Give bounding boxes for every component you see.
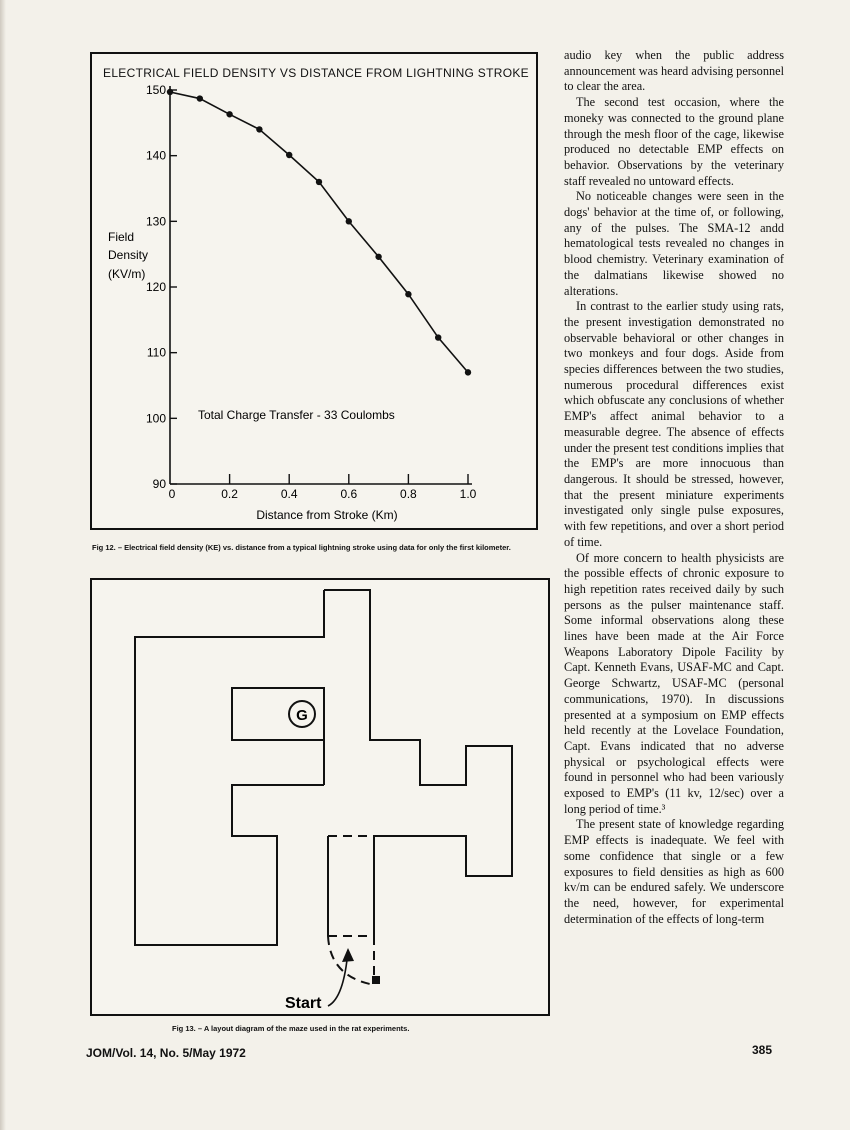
- field-density-chart: [92, 54, 536, 528]
- x-tick-label: 0.4: [280, 487, 298, 501]
- y-tick-label: 100: [145, 411, 166, 426]
- data-point: [465, 369, 471, 375]
- paragraph-6: The present state of knowledge regarding EMP effects is inadequate. We feel with some confidence that single or a few exposures to field densities as high as 600 kv/m can be endured safely. We underscore the need, however, for experimental determination of the effects of long-term: [564, 817, 784, 926]
- x-tick-label: 0.6: [340, 487, 358, 501]
- data-point: [197, 95, 203, 101]
- maze-wall-left-inner: [232, 688, 324, 785]
- x-axis-label: Distance from Stroke (Km): [256, 508, 398, 522]
- data-point: [316, 179, 322, 185]
- paragraph-1: audio key when the public address announcement was heard advising personnel to clear the area.: [564, 48, 784, 94]
- y-tick-label: 90: [152, 477, 166, 491]
- data-point: [375, 254, 381, 260]
- data-point: [405, 291, 411, 297]
- paragraph-4: In contrast to the earlier study using rats, the present investigation demonstrated no observable behavioral or other changes in two monkeys and four dogs. Aside from species differences between the two studies, numerous procedural differences exist which obfuscate any conclusions of whether EMP's affect animal behavior to a measurable degree. The absence of effects under the present test conditions implies that the EMP's are more innocuous than dangerous. It should be stressed, however, that the present miniature experiments investigated only single pulse exposures, with few repetitions, and over a short period of time.: [564, 299, 784, 549]
- y-axis-label-line-1: Field: [108, 230, 135, 244]
- x-tick-label: 1.0: [459, 487, 477, 501]
- y-axis-label-line-2: Density: [108, 248, 149, 262]
- y-tick-label: 120: [145, 280, 166, 294]
- y-tick-label: 110: [146, 345, 166, 360]
- maze-wall-upper: [324, 590, 512, 876]
- y-tick-label: 140: [145, 148, 166, 163]
- data-point: [256, 126, 262, 132]
- goal-label: G: [296, 707, 308, 724]
- data-point: [435, 334, 441, 340]
- x-tick-label: 0: [168, 487, 176, 501]
- y-axis-label-line-3: (KV/m): [108, 267, 146, 281]
- x-tick-label: 0.2: [221, 487, 238, 501]
- maze-wall-left-outer: [135, 590, 324, 945]
- chart-annotation: Total Charge Transfer - 33 Coulombs: [198, 408, 395, 422]
- paragraph-3: No noticeable changes were seen in the dogs' behavior at the time of, or following, any of the pulses. The SMA-12 andd hematological tests revealed no changes in blood chemistry. Veterinary examination of the dalmatians likewise showed no alterations.: [564, 189, 784, 298]
- series-line: [170, 92, 468, 372]
- body-text-column: [564, 48, 784, 927]
- y-tick-label: 150: [145, 83, 166, 97]
- start-box-marker: [372, 976, 380, 984]
- page-number: 385: [752, 1043, 773, 1057]
- figure-13-maze: [90, 578, 550, 1016]
- page-binding-edge: [0, 0, 6, 1130]
- figure-12-caption: Fig 12. – Electrical field density (KE) vs. distance from a typical lightning stroke using data for only the first kilometer.: [92, 543, 511, 552]
- x-tick-label: 0.8: [400, 487, 417, 501]
- data-point: [167, 89, 173, 95]
- paragraph-2: The second test occasion, where the moneky was connected to the ground plane through the mesh floor of the cage, likewise produced no detectable EMP effects on behavior. Observations by the veterinary staff revealed no untoward effects.: [564, 95, 784, 188]
- journal-footer: JOM/Vol. 14, No. 5/May 1972: [86, 1046, 246, 1060]
- y-tick-label: 130: [145, 214, 166, 229]
- paragraph-5: Of more concern to health physicists are the possible effects of chronic exposure to high repetition rates received daily by such persons as the pulser maintenance staff. Some informal observations along these lines have been made at the Air Force Weapons Laboratory Dipole Facility by Capt. Kenneth Evans, USAF-MC and Capt. George Schwartz, USAF-MC (personal communications, 1970). In discussions presented at a symposium on EMP effects held recently at the Lovelace Foundation, Capt. Evans indicated that no adverse physical or psychological effects were found in personnel who had been variously exposed to EMP's (11 kv, 12/sec) over a long period of time.³: [564, 550, 784, 816]
- start-label: Start: [285, 995, 322, 1012]
- maze-diagram: [92, 580, 548, 1014]
- data-point: [226, 111, 232, 117]
- data-point: [286, 152, 292, 158]
- figure-13-caption: Fig 13. – A layout diagram of the maze used in the rat experiments.: [172, 1024, 410, 1033]
- data-point: [346, 218, 352, 224]
- start-arrowhead-icon: [342, 948, 354, 962]
- chart-title: ELECTRICAL FIELD DENSITY VS DISTANCE FROM LIGHTNING STROKE: [103, 66, 529, 80]
- figure-12-chart: [90, 52, 538, 530]
